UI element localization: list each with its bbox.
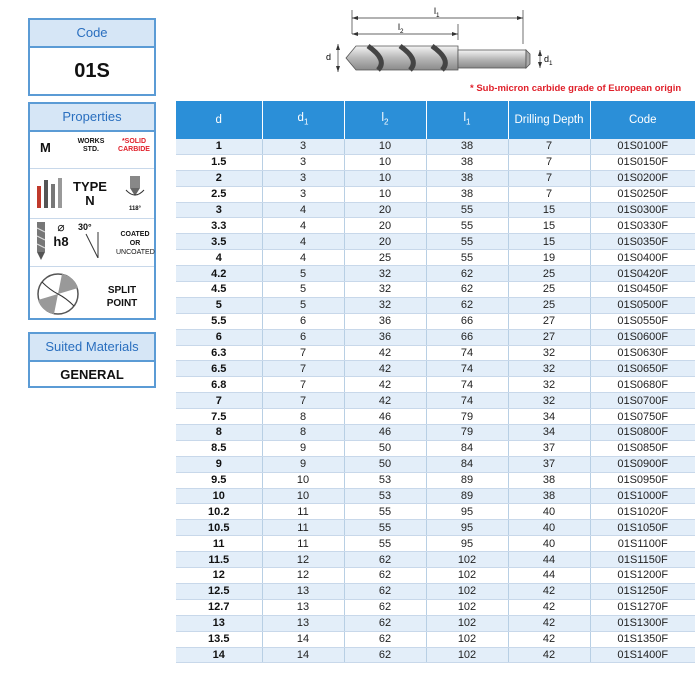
table-row xyxy=(176,202,695,218)
table-cell: 32 xyxy=(508,345,590,361)
table-row xyxy=(176,154,695,170)
table-cell: 102 xyxy=(426,583,508,599)
table-cell: 8.5 xyxy=(176,440,262,456)
table-cell: 3 xyxy=(262,170,344,186)
table-row xyxy=(176,282,695,298)
table-cell: 42 xyxy=(344,393,426,409)
table-cell: 34 xyxy=(508,425,590,441)
column-header: Drilling Depth xyxy=(508,101,590,139)
table-row xyxy=(176,329,695,345)
table-cell: 9 xyxy=(262,456,344,472)
table-row xyxy=(176,170,695,186)
table-cell: 32 xyxy=(344,266,426,282)
flute-icon xyxy=(34,222,48,260)
table-cell: 19 xyxy=(508,250,590,266)
table-row xyxy=(176,536,695,552)
d-label: d xyxy=(326,52,332,62)
split-label: SPLIT xyxy=(107,285,137,296)
table-cell: 01S1150F xyxy=(590,552,695,568)
table-cell: 4 xyxy=(262,202,344,218)
table-cell: 38 xyxy=(508,472,590,488)
table-row xyxy=(176,552,695,568)
table-cell: 55 xyxy=(344,520,426,536)
table-cell: 01S0650F xyxy=(590,361,695,377)
properties-panel xyxy=(28,102,156,320)
solid-carbide-label: *SOLID CARBIDE xyxy=(118,138,150,153)
table-cell: 42 xyxy=(344,377,426,393)
table-cell: 4 xyxy=(262,218,344,234)
table-cell: 6 xyxy=(176,329,262,345)
table-cell: 01S0850F xyxy=(590,440,695,456)
table-cell: 01S0420F xyxy=(590,266,695,282)
table-cell: 66 xyxy=(426,313,508,329)
table-cell: 102 xyxy=(426,615,508,631)
table-row xyxy=(176,266,695,282)
table-cell: 42 xyxy=(344,345,426,361)
code-value: 01S xyxy=(74,60,110,82)
table-cell: 01S0900F xyxy=(590,456,695,472)
table-cell: 12 xyxy=(262,568,344,584)
table-cell: 10 xyxy=(262,472,344,488)
table-cell: 62 xyxy=(426,282,508,298)
table-cell: 38 xyxy=(508,488,590,504)
table-cell: 01S0950F xyxy=(590,472,695,488)
grid-divider xyxy=(30,266,154,267)
table-cell: 62 xyxy=(344,631,426,647)
table-cell: 2.5 xyxy=(176,186,262,202)
table-row xyxy=(176,615,695,631)
drill-drawing xyxy=(318,4,558,84)
coated-block xyxy=(116,230,154,257)
table-cell: 62 xyxy=(426,297,508,313)
table-row xyxy=(176,568,695,584)
table-cell: 102 xyxy=(426,599,508,615)
table-cell: 62 xyxy=(344,599,426,615)
table-cell: 5 xyxy=(262,282,344,298)
table-cell: 01S0150F xyxy=(590,154,695,170)
table-cell: 38 xyxy=(426,139,508,154)
table-cell: 15 xyxy=(508,218,590,234)
coated-label: COATED xyxy=(120,231,150,238)
table-cell: 9.5 xyxy=(176,472,262,488)
table-cell: 36 xyxy=(344,313,426,329)
properties-panel-header: Properties xyxy=(30,104,154,132)
table-cell: 3 xyxy=(262,139,344,154)
table-cell: 7 xyxy=(176,393,262,409)
table-cell: 10 xyxy=(344,170,426,186)
table-cell: 42 xyxy=(508,631,590,647)
table-cell: 4.5 xyxy=(176,282,262,298)
table-cell: 10 xyxy=(344,154,426,170)
table-cell: 11 xyxy=(262,536,344,552)
table-cell: 32 xyxy=(508,377,590,393)
table-cell: 55 xyxy=(426,218,508,234)
table-row xyxy=(176,409,695,425)
table-cell: 89 xyxy=(426,488,508,504)
table-cell: 5 xyxy=(176,297,262,313)
table-row xyxy=(176,520,695,536)
column-header: d xyxy=(176,101,262,139)
table-cell: 46 xyxy=(344,425,426,441)
table-cell: 01S0330F xyxy=(590,218,695,234)
table-cell: 11 xyxy=(262,504,344,520)
table-cell: 42 xyxy=(508,615,590,631)
table-cell: 01S1270F xyxy=(590,599,695,615)
table-header-row xyxy=(176,101,695,139)
table-cell: 102 xyxy=(426,647,508,663)
table-cell: 01S0300F xyxy=(590,202,695,218)
table-cell: 74 xyxy=(426,345,508,361)
table-cell: 6.3 xyxy=(176,345,262,361)
d1-label: $d_1$ xyxy=(544,54,553,67)
table-cell: 27 xyxy=(508,313,590,329)
carbide-note: * Sub-micron carbide grade of European origin xyxy=(470,83,682,94)
materials-panel-header: Suited Materials xyxy=(30,334,154,362)
table-cell: 01S0400F xyxy=(590,250,695,266)
table-cell: 89 xyxy=(426,472,508,488)
table-cell: 7 xyxy=(508,139,590,154)
table-cell: 25 xyxy=(508,297,590,313)
table-cell: 10 xyxy=(176,488,262,504)
table-cell: 46 xyxy=(344,409,426,425)
column-header: $d_1$ xyxy=(262,101,344,139)
table-row xyxy=(176,250,695,266)
table-cell: 3 xyxy=(176,202,262,218)
table-cell: 11.5 xyxy=(176,552,262,568)
point-angle-value: 118° xyxy=(128,206,142,212)
table-cell: 01S1050F xyxy=(590,520,695,536)
table-cell: 20 xyxy=(344,234,426,250)
table-cell: 01S0550F xyxy=(590,313,695,329)
table-cell: 34 xyxy=(508,409,590,425)
type-label: TYPE xyxy=(73,179,107,194)
table-row xyxy=(176,440,695,456)
table-cell: 55 xyxy=(344,504,426,520)
table-cell: 3.3 xyxy=(176,218,262,234)
table-row xyxy=(176,313,695,329)
table-row xyxy=(176,377,695,393)
table-cell: 62 xyxy=(344,583,426,599)
table-cell: 6 xyxy=(262,313,344,329)
table-cell: 13 xyxy=(176,615,262,631)
table-cell: 10.5 xyxy=(176,520,262,536)
table-cell: 3 xyxy=(262,186,344,202)
table-row xyxy=(176,218,695,234)
table-cell: 1 xyxy=(176,139,262,154)
table-cell: 12 xyxy=(176,568,262,584)
table-cell: 74 xyxy=(426,361,508,377)
table-cell: 32 xyxy=(344,297,426,313)
table-cell: 25 xyxy=(344,250,426,266)
table-cell: 37 xyxy=(508,456,590,472)
material-symbol: M xyxy=(40,140,51,155)
table-cell: 01S0700F xyxy=(590,393,695,409)
column-header: Code xyxy=(590,101,695,139)
uncoated-label: UNCOATED xyxy=(116,249,155,256)
table-cell: 7 xyxy=(262,393,344,409)
table-cell: 4.2 xyxy=(176,266,262,282)
table-cell: 13 xyxy=(262,615,344,631)
table-cell: 20 xyxy=(344,202,426,218)
table-cell: 50 xyxy=(344,456,426,472)
table-cell: 66 xyxy=(426,329,508,345)
table-cell: 95 xyxy=(426,520,508,536)
table-row xyxy=(176,472,695,488)
table-cell: 42 xyxy=(508,599,590,615)
table-cell: 62 xyxy=(344,552,426,568)
table-cell: 4 xyxy=(262,234,344,250)
table-cell: 25 xyxy=(508,266,590,282)
table-cell: 79 xyxy=(426,425,508,441)
table-cell: 95 xyxy=(426,504,508,520)
table-cell: 01S1400F xyxy=(590,647,695,663)
table-cell: 62 xyxy=(344,568,426,584)
table-cell: 7 xyxy=(508,186,590,202)
table-row xyxy=(176,393,695,409)
table-cell: 9 xyxy=(176,456,262,472)
table-cell: 2 xyxy=(176,170,262,186)
table-cell: 12.5 xyxy=(176,583,262,599)
tolerance-block xyxy=(52,220,70,260)
table-body xyxy=(176,139,695,663)
table-cell: 84 xyxy=(426,440,508,456)
table-cell: 32 xyxy=(508,393,590,409)
or-label: OR xyxy=(129,240,141,247)
table-cell: 7 xyxy=(508,154,590,170)
table-cell: 01S1000F xyxy=(590,488,695,504)
table-cell: 37 xyxy=(508,440,590,456)
table-cell: 01S0350F xyxy=(590,234,695,250)
table-cell: 6 xyxy=(262,329,344,345)
table-cell: 62 xyxy=(426,266,508,282)
table-cell: 84 xyxy=(426,456,508,472)
table-cell: 14 xyxy=(262,631,344,647)
helix-angle-value: 30° xyxy=(78,222,92,232)
table-cell: 8 xyxy=(262,409,344,425)
table-row xyxy=(176,297,695,313)
table-cell: 7 xyxy=(262,345,344,361)
point-angle-icon xyxy=(120,176,150,212)
table-row xyxy=(176,504,695,520)
spec-table xyxy=(176,101,695,663)
split-point-label xyxy=(92,284,152,310)
table-cell: 10 xyxy=(344,139,426,154)
table-cell: 7 xyxy=(262,361,344,377)
table-cell: 15 xyxy=(508,202,590,218)
table-cell: 01S0750F xyxy=(590,409,695,425)
table-cell: 01S0680F xyxy=(590,377,695,393)
tolerance-value: h8 xyxy=(53,234,69,249)
table-cell: 01S1300F xyxy=(590,615,695,631)
table-cell: 95 xyxy=(426,536,508,552)
table-cell: 40 xyxy=(508,504,590,520)
table-cell: 10.2 xyxy=(176,504,262,520)
table-cell: 27 xyxy=(508,329,590,345)
table-cell: 10 xyxy=(344,186,426,202)
table-cell: 01S0800F xyxy=(590,425,695,441)
l2-label: $l_2$ xyxy=(398,22,404,35)
table-cell: 55 xyxy=(426,250,508,266)
table-cell: 20 xyxy=(344,218,426,234)
table-row xyxy=(176,583,695,599)
table-cell: 01S1100F xyxy=(590,536,695,552)
table-row xyxy=(176,456,695,472)
table-cell: 40 xyxy=(508,520,590,536)
table-cell: 5 xyxy=(262,297,344,313)
table-cell: 8 xyxy=(176,425,262,441)
table-cell: 3 xyxy=(262,154,344,170)
table-cell: 01S0200F xyxy=(590,170,695,186)
table-cell: 12.7 xyxy=(176,599,262,615)
code-panel-header: Code xyxy=(30,20,154,48)
works-std-label: WORKS STD. xyxy=(77,138,105,153)
table-cell: 1.5 xyxy=(176,154,262,170)
table-cell: 01S0600F xyxy=(590,329,695,345)
type-label-block xyxy=(72,180,108,208)
table-cell: 14 xyxy=(176,647,262,663)
table-cell: 38 xyxy=(426,154,508,170)
table-cell: 01S1020F xyxy=(590,504,695,520)
table-row xyxy=(176,599,695,615)
table-cell: 50 xyxy=(344,440,426,456)
table-cell: 62 xyxy=(344,615,426,631)
table-cell: 14 xyxy=(262,647,344,663)
table-cell: 42 xyxy=(508,647,590,663)
table-cell: 12 xyxy=(262,552,344,568)
helix-angle-block xyxy=(78,222,112,260)
table-cell: 44 xyxy=(508,552,590,568)
table-cell: 15 xyxy=(508,234,590,250)
point-label: POINT xyxy=(106,298,138,309)
column-header: $l_1$ xyxy=(426,101,508,139)
table-cell: 7 xyxy=(262,377,344,393)
table-cell: 53 xyxy=(344,472,426,488)
table-row xyxy=(176,186,695,202)
table-cell: 01S0630F xyxy=(590,345,695,361)
grid-divider xyxy=(30,218,154,219)
drill-bits-icon xyxy=(34,176,64,210)
table-cell: 62 xyxy=(344,647,426,663)
l1-label: $l_1$ xyxy=(434,6,440,19)
table-cell: 102 xyxy=(426,568,508,584)
table-cell: 32 xyxy=(344,282,426,298)
materials-panel xyxy=(28,332,156,388)
table-cell: 38 xyxy=(426,170,508,186)
materials-value: GENERAL xyxy=(60,367,124,382)
table-cell: 8 xyxy=(262,425,344,441)
table-cell: 01S1250F xyxy=(590,583,695,599)
table-cell: 32 xyxy=(508,361,590,377)
table-cell: 44 xyxy=(508,568,590,584)
type-value: N xyxy=(85,193,95,208)
table-cell: 3.5 xyxy=(176,234,262,250)
table-cell: 55 xyxy=(344,536,426,552)
table-cell: 5 xyxy=(262,266,344,282)
table-cell: 74 xyxy=(426,393,508,409)
split-point-icon xyxy=(36,272,80,316)
table-cell: 7.5 xyxy=(176,409,262,425)
table-cell: 55 xyxy=(426,202,508,218)
table-row xyxy=(176,488,695,504)
table-cell: 01S0500F xyxy=(590,297,695,313)
table-cell: 01S0450F xyxy=(590,282,695,298)
table-cell: 38 xyxy=(426,186,508,202)
table-cell: 01S1350F xyxy=(590,631,695,647)
table-row xyxy=(176,361,695,377)
table-cell: 11 xyxy=(262,520,344,536)
table-row xyxy=(176,345,695,361)
diameter-symbol-icon: ⌀ xyxy=(57,220,65,234)
table-cell: 40 xyxy=(508,536,590,552)
table-cell: 79 xyxy=(426,409,508,425)
table-cell: 13 xyxy=(262,599,344,615)
table-cell: 01S0100F xyxy=(590,139,695,154)
table-row xyxy=(176,234,695,250)
properties-grid xyxy=(30,132,154,320)
table-row xyxy=(176,425,695,441)
table-cell: 55 xyxy=(426,234,508,250)
code-panel xyxy=(28,18,156,96)
table-cell: 36 xyxy=(344,329,426,345)
table-row xyxy=(176,139,695,154)
table-cell: 13.5 xyxy=(176,631,262,647)
table-cell: 5.5 xyxy=(176,313,262,329)
grid-divider xyxy=(30,168,154,169)
table-cell: 4 xyxy=(262,250,344,266)
table-row xyxy=(176,631,695,647)
table-cell: 102 xyxy=(426,631,508,647)
table-cell: 01S0250F xyxy=(590,186,695,202)
table-cell: 53 xyxy=(344,488,426,504)
table-cell: 42 xyxy=(344,361,426,377)
table-cell: 9 xyxy=(262,440,344,456)
helix-angle-icon xyxy=(78,232,112,258)
column-header: $l_2$ xyxy=(344,101,426,139)
table-cell: 42 xyxy=(508,583,590,599)
table-cell: 25 xyxy=(508,282,590,298)
table-cell: 7 xyxy=(508,170,590,186)
table-cell: 102 xyxy=(426,552,508,568)
table-cell: 13 xyxy=(262,583,344,599)
table-cell: 01S1200F xyxy=(590,568,695,584)
table-cell: 6.5 xyxy=(176,361,262,377)
table-cell: 10 xyxy=(262,488,344,504)
table-cell: 11 xyxy=(176,536,262,552)
table-cell: 74 xyxy=(426,377,508,393)
table-row xyxy=(176,647,695,663)
table-cell: 4 xyxy=(176,250,262,266)
table-cell: 6.8 xyxy=(176,377,262,393)
